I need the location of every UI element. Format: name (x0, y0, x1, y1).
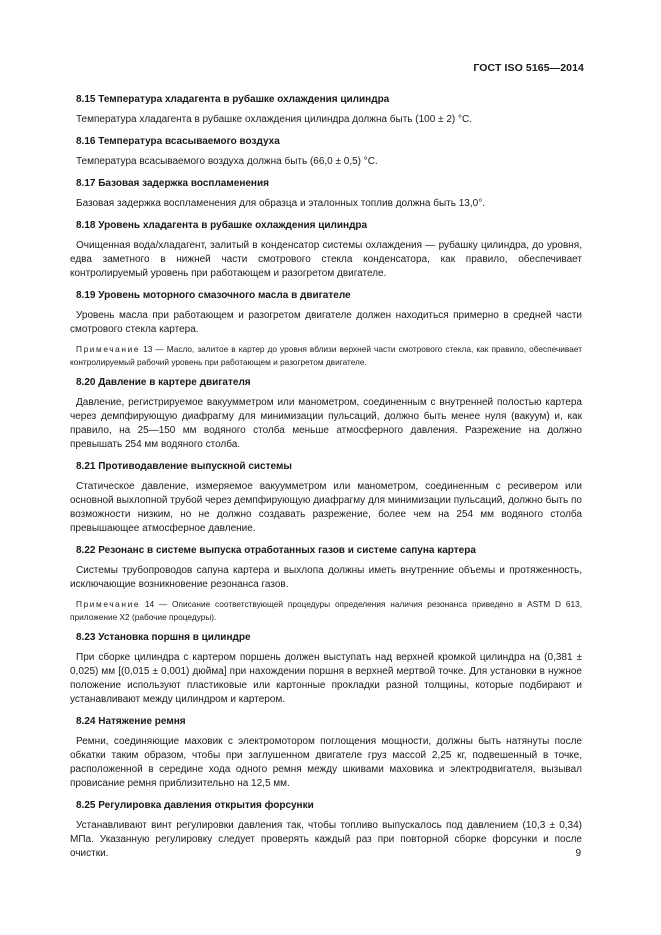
section-heading: 8.25 Регулировка давления открытия форсунки (76, 800, 314, 811)
paragraph: Давление, регистрируемое вакуумметром или манометром, соединенным с внутренней полостью картера через демпфирующую диафрагму для минимизации пульсаций, должно быть менее нуля (вакуум) и, как правило, на 25—150 мм водяного столба меньше атмосферного давления. Разрежение на должно превышать 254 мм водяного столба. (70, 397, 582, 450)
paragraph: Уровень масла при работающем и разогретом двигателе должен находиться примерно в средней части смотрового стекла картера. (70, 310, 582, 335)
note-text: 14 — Описание соответствующей процедуры определения наличия резонанса приведено в ASTM D 613, приложение X2 (рабочие процедуры). (70, 599, 582, 622)
paragraph: Температура всасываемого воздуха должна быть (66,0 ± 0,5) °С. (76, 156, 378, 167)
note-text: 13 — Масло, залитое в картер до уровня вблизи верхней части смотрового стекла, как правило, обеспечивает контролируемый рабочий уровень при работающем и разогретом двигателе. (70, 344, 582, 367)
section-heading: 8.16 Температура всасываемого воздуха (76, 136, 280, 147)
document-body (70, 93, 582, 869)
section-heading: 8.21 Противодавление выпускной системы (76, 461, 292, 472)
section-heading: 8.19 Уровень моторного смазочного масла в двигателе (76, 290, 351, 301)
page-number: 9 (575, 848, 581, 859)
section-heading: 8.20 Давление в картере двигателя (76, 377, 251, 388)
paragraph: Статическое давление, измеряемое вакуумметром или манометром, соединенным с ресивером или основной выхлопной трубой через демпфирующую диафрагму для минимизации пульсаций, должно быть по возможности низким, но не должно создавать разрежение, более чем на 254 мм водяного столба превышающее атмосферное давление. (70, 481, 582, 534)
section-8-18 (70, 219, 582, 281)
section-8-15 (76, 93, 582, 127)
section-heading: 8.23 Установка поршня в цилиндре (76, 632, 251, 643)
section-8-21 (70, 460, 582, 536)
paragraph: Устанавливают винт регулировки давления так, чтобы топливо выпускалось под давлением (10,3 ± 0,34) МПа. Указанную регулировку следует проверять каждый раз при повторной сборке форсунки и после очистки. (70, 820, 582, 859)
paragraph: Очищенная вода/хладагент, залитый в конденсатор системы охлаждения — рубашку цилиндра, до уровня, едва заметного в нижней части смотрового стекла конденсатора, как правило, обеспечивает контролируемый уровень при работающем и разогретом двигателе. (70, 240, 582, 279)
section-8-23 (70, 631, 582, 707)
section-8-16 (76, 135, 582, 169)
paragraph: Системы трубопроводов сапуна картера и выхлопа должны иметь внутренние объемы и протяженность, исключающие возникновение резонанса газов. (70, 565, 582, 590)
note-label: Примечание (76, 344, 141, 354)
paragraph: Ремни, соединяющие маховик с электромотором поглощения мощности, должны быть натянуты после обкатки таким образом, чтобы при заглушенном двигателе груз массой 2,25 кг, подвешенный в точке, расположенной в середине хода одного ремня между шкивами маховика и электродвигателя, вызывал провисание ремня приблизительно на 12,5 мм. (70, 736, 582, 789)
document-header: ГОСТ ISO 5165—2014 (473, 62, 584, 74)
section-8-22 (70, 544, 582, 623)
section-heading: 8.15 Температура хладагента в рубашке охлаждения цилиндра (76, 94, 390, 105)
section-heading: 8.17 Базовая задержка воспламенения (76, 178, 269, 189)
section-heading: 8.24 Натяжение ремня (76, 716, 186, 727)
paragraph: При сборке цилиндра с картером поршень должен выступать над верхней кромкой цилиндра на (0,381 ± 0,025) мм [(0,015 ± 0,001) дюйма] при нахождении поршня в верхней мертвой точке. Для установки в нужное положение используют пластиковые или картонные прокладки разной толщины, которые подбирают и устанавливают между цилиндром и картером. (70, 652, 582, 705)
section-8-25 (70, 799, 582, 861)
section-heading: 8.22 Резонанс в системе выпуска отработанных газов и системе сапуна картера (76, 545, 476, 556)
section-8-24 (70, 715, 582, 791)
section-8-17 (76, 177, 582, 211)
note-label: Примечание (76, 599, 141, 609)
paragraph: Базовая задержка воспламенения для образца и эталонных топлив должна быть 13,0°. (76, 198, 485, 209)
paragraph: Температура хладагента в рубашке охлаждения цилиндра должна быть (100 ± 2) °С. (76, 114, 473, 125)
section-heading: 8.18 Уровень хладагента в рубашке охлаждения цилиндра (76, 220, 368, 231)
section-8-19 (70, 289, 582, 368)
section-8-20 (70, 376, 582, 452)
note (70, 598, 582, 623)
note (70, 343, 582, 368)
